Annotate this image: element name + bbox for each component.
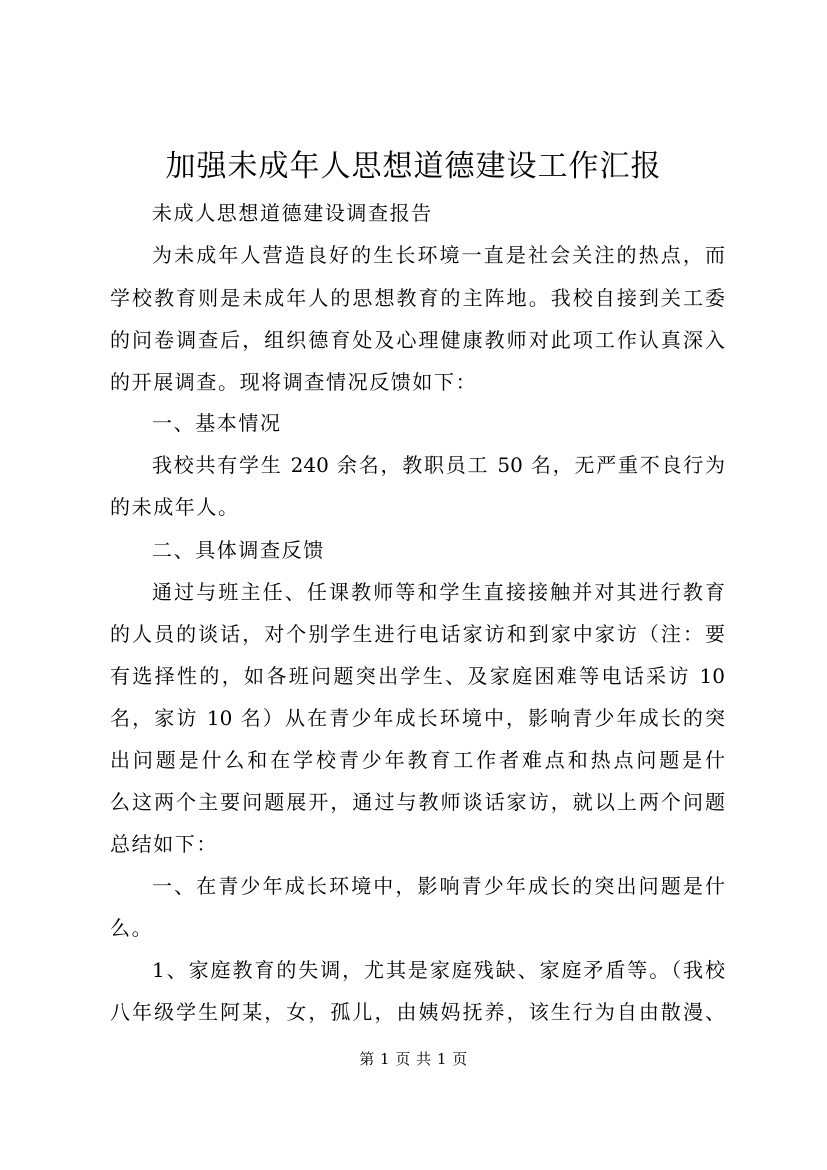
paragraph-line: 出问题是什么和在学校青少年教育工作者难点和热点问题是什: [110, 748, 725, 772]
paragraph-line: 么。: [110, 916, 154, 940]
paragraph-line: 的未成年人。: [110, 495, 240, 519]
section-heading: 一、在青少年成长环境中，影响青少年成长的突出问题是什: [152, 874, 725, 898]
section-heading: 二、具体调查反馈: [152, 538, 325, 562]
paragraph-line: 么这两个主要问题展开，通过与教师谈话家访，就以上两个问题: [110, 790, 725, 814]
paragraph-line: 通过与班主任、任课教师等和学生直接接触并对其进行教育: [152, 580, 725, 604]
paragraph-line: 八年级学生阿某，女，孤儿，由姨妈抚养，该生行为自由散漫、: [110, 1000, 725, 1024]
paragraph-line: 的人员的谈话，对个别学生进行电话家访和到家中家访（注：要: [110, 622, 725, 646]
paragraph-line: 的开展调查。现将调查情况反馈如下：: [110, 370, 478, 394]
subtitle-line: 未成人思想道德建设调查报告: [152, 201, 433, 225]
paragraph-line: 名，家访 10 名）从在青少年成长环境中，影响青少年成长的突: [110, 706, 725, 730]
paragraph-line: 为未成年人营造良好的生长环境一直是社会关注的热点，而: [152, 243, 725, 267]
paragraph-line: 我校共有学生 240 余名，教职员工 50 名，无严重不良行为: [152, 453, 725, 477]
page-number-footer: 第 1 页 共 1 页: [359, 1050, 468, 1068]
paragraph-line: 1、家庭教育的失调，尤其是家庭残缺、家庭矛盾等。（我校: [152, 958, 725, 982]
paragraph-line: 有选择性的，如各班问题突出学生、及家庭困难等电话采访 10: [110, 664, 725, 688]
document-title: 加强未成年人思想道德建设工作汇报: [165, 149, 662, 184]
paragraph-line: 学校教育则是未成年人的思想教育的主阵地。我校自接到关工委: [110, 286, 725, 310]
section-heading: 一、基本情况: [152, 411, 282, 435]
paragraph-line: 总结如下：: [110, 832, 218, 856]
paragraph-line: 的问卷调查后，组织德育处及心理健康教师对此项工作认真深入: [110, 328, 725, 352]
